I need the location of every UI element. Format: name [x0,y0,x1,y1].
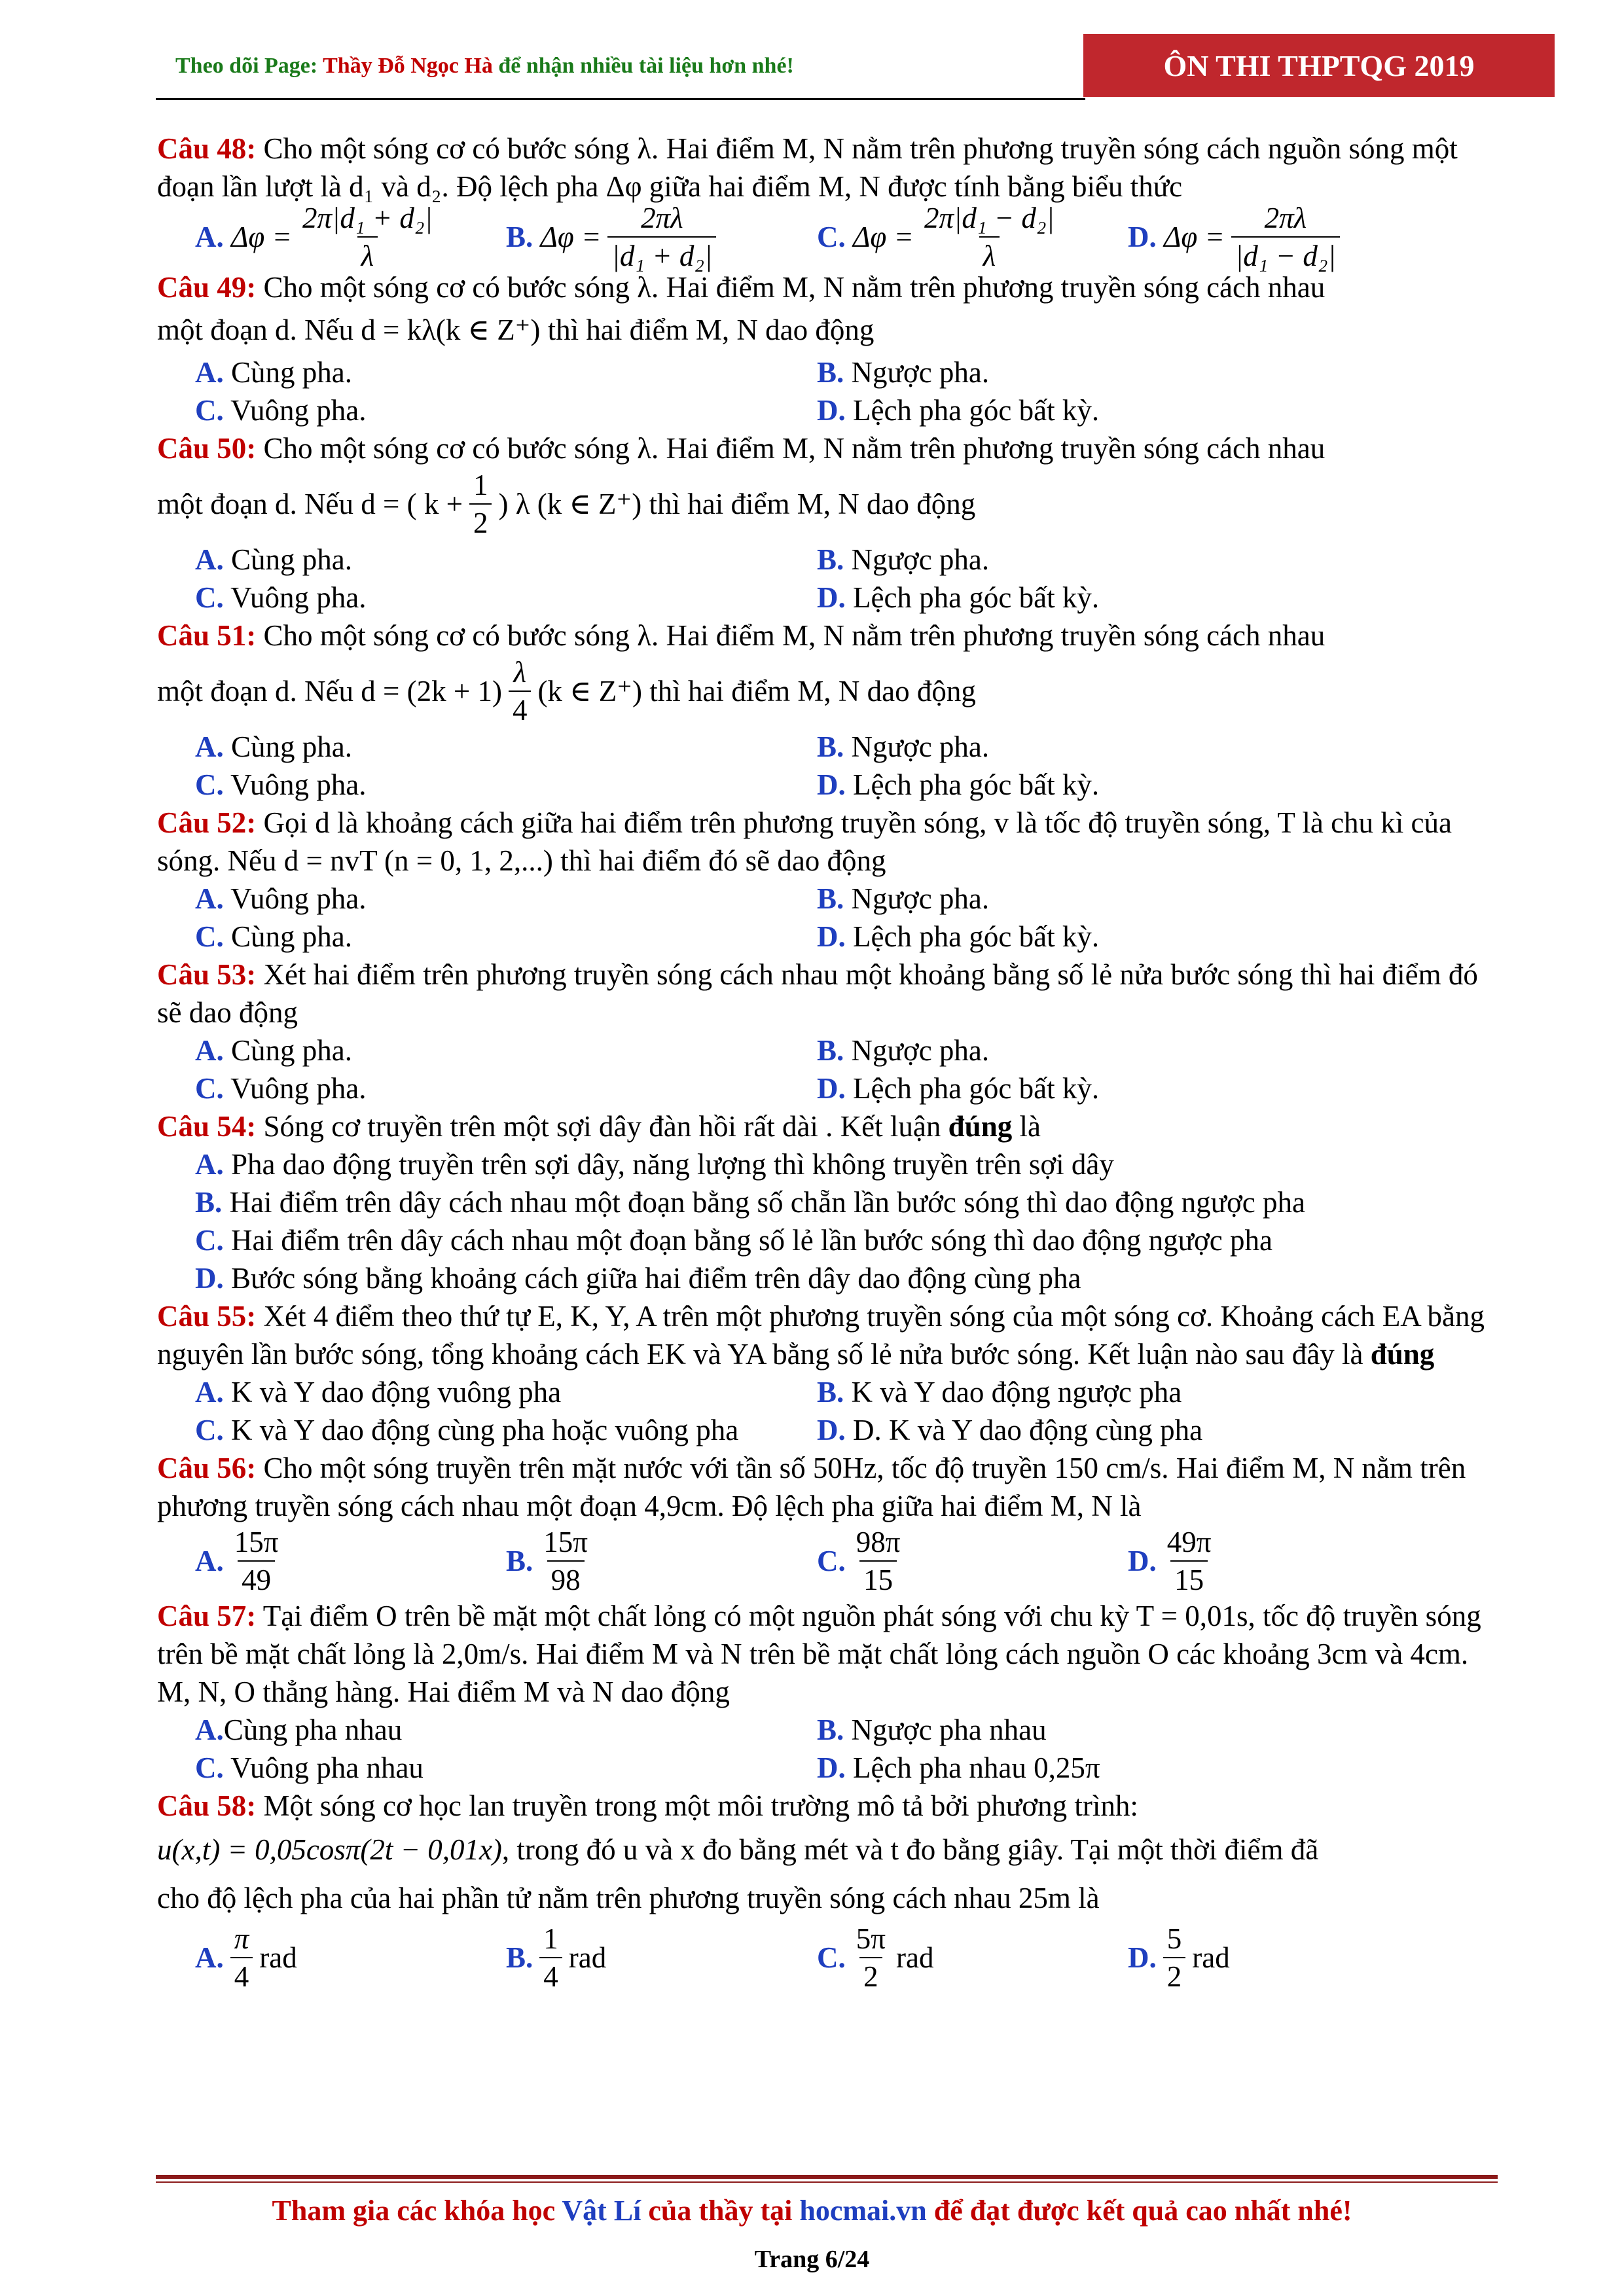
fraction [539,1922,562,1994]
numerator: 2π|d₁ + d₂| [302,202,433,234]
numerator: 2π|d₁ − d₂| [924,202,1055,234]
numerator: 5 [1166,1922,1182,1955]
footer-promo [0,2194,1624,2227]
question-49 [157,268,1506,306]
option-text: Hai điểm trên dây cách nhau một đoạn bằng số chẵn lần bước sóng thì dao động ngược pha [222,1186,1305,1219]
options-57-row2 [157,1749,1506,1787]
option-d [817,1069,1439,1107]
fraction [1163,1525,1216,1597]
option-b [817,728,1439,766]
options-49-row1 [157,353,1506,391]
option-text: Ngược pha. [844,730,990,763]
option-text: Ngược pha. [844,356,990,389]
emphasis: đúng [948,1110,1013,1143]
option-letter: B. [817,1376,844,1408]
question-text: Cho một sóng cơ có bước sóng λ. Hai điểm M, N nằm trên phương truyền sóng cách nhau [256,271,1326,304]
question-56 [157,1449,1506,1525]
question-list [157,130,1506,1994]
text-part: , trong đó u và x đo bằng mét và t đo bằng giây. Tại một thời điểm đã [501,1833,1319,1866]
option-letter: C. [195,1072,224,1105]
question-55 [157,1297,1506,1373]
page-number: Trang 6/24 [754,2246,870,2273]
footer-text-1: Tham gia các khóa học [272,2195,562,2227]
question-text: Tại điểm O trên bề mặt một chất lỏng có một nguồn phát sóng với chu kỳ T = 0,01s, tốc độ truyền sóng trên bề mặt chất lỏng là 2,0m/s. Hai điểm M và N trên bề mặt chất lỏng cách nguồn O các khoảng 3cm và 4cm. M, N, O thẳng hàng. Hai điểm M và N dao động [157,1600,1481,1708]
option-b [817,353,1439,391]
option-d [817,766,1439,804]
question-text-cont [157,1825,1506,1874]
question-text-cont: một đoạn d. Nếu d = kλ(k ∈ Z⁺) thì hai điểm M, N dao động [157,314,875,346]
options-52-row1 [157,880,1506,918]
option-text: Vuông pha. [223,1072,367,1105]
denominator: 49 [238,1560,275,1597]
denominator: 2 [859,1957,882,1994]
footer-text-3: để đạt được kết quả cao nhất nhé! [926,2195,1352,2227]
numerator: 15π [234,1526,279,1558]
question-text: Xét 4 điểm theo thứ tự E, K, Y, A trên một phương truyền sóng của một sóng cơ. Khoảng cách EA bằng nguyên lần bước sóng, tổng khoảng cách EK và YA bằng số lẻ nửa bước sóng. Kết luận nào sau đây là [157,1300,1485,1371]
fraction [607,201,716,273]
options-58 [157,1922,1506,1994]
option-letter: D. [817,1414,846,1446]
option-text: Lệch pha góc bất kỳ. [845,1072,1100,1105]
question-text: Cho một sóng truyền trên mặt nước với tần số 50Hz, tốc độ truyền 150 cm/s. Hai điểm M, N nằm trên phương truyền sóng cách nhau một đoạn 4,9cm. Độ lệch pha giữa hai điểm M, N là [157,1452,1466,1522]
footer-divider-thin [156,2181,1498,2183]
denominator: 2 [469,503,492,540]
text-part: (k ∈ Z⁺) thì hai điểm M, N dao động [537,675,976,708]
option-letter: D. [195,1262,224,1295]
option-text: Lệch pha nhau 0,25π [845,1751,1100,1784]
question-number: Câu 55: [157,1300,257,1333]
question-57 [157,1597,1506,1711]
denominator: |d₁ + d₂| [607,236,716,273]
option-d [157,1259,1506,1297]
formula-lhs: Δφ = [231,221,292,253]
option-text: Vuông pha. [223,768,367,801]
header-follow-text [175,54,794,79]
option-letter: C. [195,1414,224,1446]
option-letter: C. [817,1545,846,1577]
numerator: 1 [543,1922,558,1955]
option-letter: D. [817,768,846,801]
option-a [195,1373,817,1411]
text-part: ) λ (k ∈ Z⁺) thì hai điểm M, N dao động [498,488,976,520]
option-b [506,1525,817,1597]
question-48 [157,130,1506,206]
option-b [817,1373,1439,1411]
option-text: Lệch pha góc bất kỳ. [845,581,1100,614]
formula-lhs: Δφ = [853,221,914,253]
fraction [852,1525,905,1597]
fraction [852,1922,890,1994]
option-text: K và Y dao động vuông pha [223,1376,562,1408]
numerator: π [234,1922,249,1955]
fraction [230,1922,253,1994]
question-number: Câu 53: [157,958,257,991]
option-letter: A. [195,1941,224,1974]
option-c [195,918,817,956]
option-text: Cùng pha. [223,1034,352,1067]
question-text: Sóng cơ truyền trên một sợi dây đàn hồi rất dài . Kết luận [256,1110,948,1143]
question-text-end: là [1012,1110,1041,1143]
option-c [817,1525,1128,1597]
question-number: Câu 48: [157,132,257,165]
options-55-row1 [157,1373,1506,1411]
fraction [1231,201,1340,273]
option-letter: C. [195,581,224,614]
option-text: Cùng pha. [223,543,352,576]
fraction [920,201,1058,273]
header-suffix: để nhận nhiều tài liệu hơn nhé! [492,54,794,78]
option-b [817,1711,1439,1749]
option-text: K và Y dao động ngược pha [844,1376,1182,1408]
option-c [195,391,817,429]
option-text: Bước sóng bằng khoảng cách giữa hai điểm trên dây dao động cùng pha [223,1262,1081,1295]
option-a [195,1031,817,1069]
option-a [195,1922,506,1994]
numerator: 1 [473,469,488,501]
option-letter: A. [195,543,224,576]
question-text: Cho một sóng cơ có bước sóng λ. Hai điểm M, N nằm trên phương truyền sóng cách nhau [256,619,1326,652]
option-b [817,541,1439,579]
denominator: λ [979,236,1000,273]
text-part: một đoạn d. Nếu d = (2k + 1) [157,675,502,708]
option-text: Lệch pha góc bất kỳ. [845,394,1100,427]
option-c [817,1922,1128,1994]
option-text: Ngược pha. [844,1034,990,1067]
question-52 [157,804,1506,880]
wave-equation: u(x,t) = 0,05cosπ(2t − 0,01x) [157,1833,502,1866]
option-text: Ngược pha nhau [844,1713,1047,1746]
option-c [817,201,1128,273]
denominator: λ [357,236,378,273]
option-letter: A. [195,730,224,763]
emphasis: đúng [1370,1338,1435,1371]
option-text: Vuông pha nhau [223,1751,424,1784]
option-letter: C. [195,1751,224,1784]
option-a [195,1525,506,1597]
options-57-row1 [157,1711,1506,1749]
question-number: Câu 49: [157,271,257,304]
option-letter: D. [817,581,846,614]
option-letter: B. [817,1034,844,1067]
option-a [195,728,817,766]
options-51-row2 [157,766,1506,804]
option-c [195,1069,817,1107]
options-53-row1 [157,1031,1506,1069]
option-d [1128,1922,1439,1994]
question-54 [157,1107,1506,1145]
footer-divider [156,2175,1498,2179]
question-text: Cho một sóng cơ có bước sóng λ. Hai điểm M, N nằm trên phương truyền sóng cách nhau [256,432,1326,465]
option-a [195,541,817,579]
option-d [817,1411,1439,1449]
option-letter: C. [195,768,224,801]
option-b [506,201,817,273]
option-c [195,579,817,617]
question-text-cont2: cho độ lệch pha của hai phần tử nằm trên phương truyền sóng cách nhau 25m là [157,1882,1100,1914]
unit: rad [1192,1941,1230,1974]
option-c [157,1221,1506,1259]
question-text-cont [157,467,1506,541]
option-letter: D. [1128,1941,1157,1974]
numerator: 49π [1166,1526,1212,1558]
footer-subject: Vật Lí [562,2195,641,2227]
option-text: Vuông pha. [223,581,367,614]
numerator: 98π [856,1526,901,1558]
option-c [195,766,817,804]
header-page-name[interactable]: Thầy Đỗ Ngọc Hà [323,54,493,78]
option-letter: C. [817,1941,846,1974]
question-51 [157,617,1506,655]
denominator: 2 [1163,1957,1186,1994]
option-letter: D. [817,1751,846,1784]
option-b [157,1183,1506,1221]
question-50 [157,429,1506,467]
option-letter: C. [817,221,846,253]
footer-text-2: của thầy tại [641,2195,800,2227]
option-letter: A. [195,221,224,253]
option-text: Ngược pha. [844,543,990,576]
option-text: Cùng pha. [223,920,352,953]
option-letter: A. [195,1376,224,1408]
question-number: Câu 52: [157,806,257,839]
option-a [195,880,817,918]
unit: rad [895,1941,934,1974]
option-text: Cùng pha nhau [223,1713,403,1746]
options-51-row1 [157,728,1506,766]
option-letter: B. [817,543,844,576]
option-letter: A. [195,1545,224,1577]
option-text: Ngược pha. [844,882,990,915]
header-prefix: Theo dõi Page: [175,54,323,78]
options-48 [157,202,1506,272]
option-text: Hai điểm trên dây cách nhau một đoạn bằng số lẻ lần bước sóng thì dao động ngược pha [223,1224,1272,1257]
unit: rad [568,1941,607,1974]
option-letter: C. [195,920,224,953]
exam-badge: ÔN THI THPTQG 2019 [1083,34,1555,97]
option-d [1128,201,1439,273]
options-49-row2 [157,391,1506,429]
unit: rad [259,1941,297,1974]
option-text: K và Y dao động cùng pha hoặc vuông pha [223,1414,739,1446]
option-letter: B. [817,356,844,389]
formula-lhs: Δφ = [1164,221,1225,253]
footer-site-link[interactable]: hocmai.vn [799,2195,927,2227]
option-d [817,918,1439,956]
option-letter: D. [1128,221,1157,253]
option-c [195,1411,817,1449]
option-letter: B. [506,1545,533,1577]
option-a [157,1145,1506,1183]
question-number: Câu 56: [157,1452,257,1484]
option-letter: A. [195,356,224,389]
formula-lhs: Δφ = [540,221,602,253]
option-letter: B. [506,221,533,253]
numerator: 2πλ [1264,202,1307,234]
question-text-cont [157,655,1506,728]
option-d [817,579,1439,617]
options-52-row2 [157,918,1506,956]
option-letter: A. [195,1713,224,1746]
option-letter: A. [195,1148,224,1181]
denominator: |d₁ − d₂| [1231,236,1340,273]
question-number: Câu 58: [157,1789,257,1822]
option-letter: B. [195,1186,223,1219]
option-letter: B. [817,730,844,763]
question-number: Câu 50: [157,432,257,465]
options-50-row1 [157,541,1506,579]
fraction [469,468,492,540]
fraction [298,201,437,273]
option-b [506,1922,817,1994]
option-letter: C. [195,1224,224,1257]
option-c [195,1749,817,1787]
fraction [509,655,532,727]
option-d [1128,1525,1439,1597]
option-text: D. K và Y dao động cùng pha [845,1414,1203,1446]
option-text: Vuông pha. [223,394,367,427]
option-letter: D. [817,394,846,427]
option-d [817,1749,1439,1787]
question-text: Cho một sóng cơ có bước sóng λ. Hai điểm M, N nằm trên phương truyền sóng cách nguồn sóng một đoạn lần lượt là d₁ và d₂. Độ lệch pha Δφ giữa hai điểm M, N được tính bằng biểu thức [157,132,1458,203]
numerator: λ [513,656,526,689]
question-number: Câu 54: [157,1110,257,1143]
numerator: 15π [543,1526,588,1558]
option-letter: D. [817,1072,846,1105]
fraction [1163,1922,1186,1994]
option-letter: D. [817,920,846,953]
option-letter: A. [195,882,224,915]
question-58 [157,1787,1506,1825]
text-part: một đoạn d. Nếu d = ( k + [157,488,463,520]
denominator: 4 [509,691,532,727]
option-letter: C. [195,394,224,427]
denominator: 4 [539,1957,562,1994]
option-letter: B. [817,1713,844,1746]
options-56 [157,1525,1506,1597]
fraction [230,1525,283,1597]
question-text: Gọi d là khoảng cách giữa hai điểm trên phương truyền sóng, v là tốc độ truyền sóng, T là chu kì của sóng. Nếu d = nvT (n = 0, 1, 2,...) thì hai điểm đó sẽ dao động [157,806,1453,877]
denominator: 98 [547,1560,585,1597]
option-letter: D. [1128,1545,1157,1577]
question-number: Câu 51: [157,619,257,652]
option-b [817,880,1439,918]
option-letter: A. [195,1034,224,1067]
denominator: 15 [1170,1560,1208,1597]
question-text: Một sóng cơ học lan truyền trong một môi trường mô tả bởi phương trình: [256,1789,1138,1822]
numerator: 2πλ [641,202,683,234]
option-letter: B. [817,882,844,915]
question-53 [157,956,1506,1031]
fraction [539,1525,592,1597]
denominator: 15 [859,1560,897,1597]
option-text: Cùng pha. [223,730,352,763]
denominator: 4 [230,1957,253,1994]
option-text: Lệch pha góc bất kỳ. [845,920,1100,953]
numerator: 5π [856,1922,886,1955]
option-text: Cùng pha. [223,356,352,389]
option-a [195,1711,817,1749]
question-text: Xét hai điểm trên phương truyền sóng cách nhau một khoảng bằng số lẻ nửa bước sóng thì hai điểm đó sẽ dao động [157,958,1478,1029]
options-50-row2 [157,579,1506,617]
option-letter: B. [506,1941,533,1974]
option-text: Pha dao động truyền trên sợi dây, năng lượng thì không truyền trên sợi dây [223,1148,1114,1181]
option-text: Vuông pha. [223,882,367,915]
question-number: Câu 57: [157,1600,257,1632]
option-a [195,201,506,273]
options-53-row2 [157,1069,1506,1107]
option-b [817,1031,1439,1069]
header-divider [156,98,1085,100]
option-d [817,391,1439,429]
option-text: Lệch pha góc bất kỳ. [845,768,1100,801]
option-a [195,353,817,391]
options-55-row2 [157,1411,1506,1449]
